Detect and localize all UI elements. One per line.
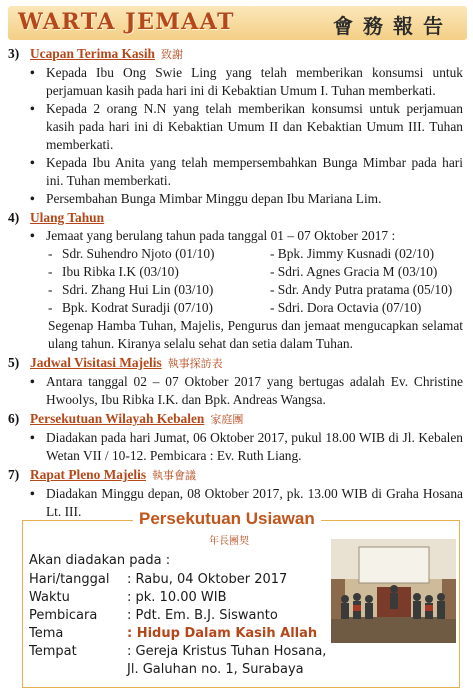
section-title: Rapat Pleno Majelis xyxy=(30,467,147,482)
birthday-name: Bpk. Kodrat Suradji (07/10) xyxy=(62,300,213,315)
section-number: 7) xyxy=(8,467,20,482)
list-item: • Jemaat yang berulang tahun pada tanggal 01 – 07 Oktober 2017 : xyxy=(28,227,463,245)
detail-value: Jl. Galuhan no. 1, Surabaya xyxy=(127,662,304,677)
section-thanks xyxy=(8,45,463,208)
detail-row xyxy=(29,661,337,679)
section-heading xyxy=(8,466,463,485)
birthday-row xyxy=(48,281,463,299)
section-heading xyxy=(8,45,463,64)
birthday-list xyxy=(8,245,463,317)
fellowship-photo-illustration xyxy=(331,539,456,643)
section-fellowship-kebalen xyxy=(8,410,463,465)
elderly-fellowship-title: Persekutuan Usiawan xyxy=(133,509,321,529)
dash: - xyxy=(48,282,53,297)
birthday-name: - Sdri. Dora Octavia (07/10) xyxy=(270,300,422,315)
list-item: • Diadakan Minggu depan, 08 Oktober 2017, pk. 13.00 WIB di Graha Hosana Lt. III. xyxy=(28,485,463,521)
dash: - xyxy=(48,264,53,279)
detail-row xyxy=(29,571,337,589)
detail-label: Tempat xyxy=(29,644,77,659)
announcements xyxy=(8,44,463,521)
bullet-list xyxy=(8,64,463,208)
detail-row xyxy=(29,589,337,607)
section-title-chinese: 致謝 xyxy=(161,48,184,61)
bulletin-title-chinese: 會務報告 xyxy=(333,14,453,38)
list-item: • Antara tanggal 02 – 07 Oktober 2017 yang bertugas adalah Ev. Christine Hwoolys, Ibu Ribka I.K. dan Bpk. Andreas Wangsa. xyxy=(28,373,463,409)
dash: - xyxy=(48,300,53,315)
birthday-name: Sdr. Suhendro Njoto (01/10) xyxy=(62,246,215,261)
detail-value: : pk. 10.00 WIB xyxy=(127,590,227,605)
birthday-name: - Sdri. Agnes Gracia M (03/10) xyxy=(270,264,438,279)
section-title: Ucapan Terima Kasih xyxy=(30,46,156,61)
list-item: • Diadakan pada hari Jumat, 06 Oktober 2017, pukul 18.00 WIB di Jl. Kebalen Wetan VII / 10-12. Pembicara : Ev. Ruth Liang. xyxy=(28,429,463,465)
section-title-chinese: 家庭團 xyxy=(210,413,244,426)
section-title: Jadwal Visitasi Majelis xyxy=(30,355,162,370)
birthday-name: - Sdr. Andy Putra pratama (05/10) xyxy=(270,282,453,297)
detail-label: Waktu xyxy=(29,590,70,605)
bulletin-title: WARTA JEMAAT xyxy=(18,9,235,35)
section-number: 3) xyxy=(8,46,20,61)
birthday-row xyxy=(48,263,463,281)
list-item: • Kepada Ibu Anita yang telah mempersembahkan Bunga Mimbar pada hari ini. Tuhan memberkati. xyxy=(28,154,463,190)
elderly-fellowship-box xyxy=(22,509,460,688)
section-visitation xyxy=(8,354,463,409)
birthday-name: - Bpk. Jimmy Kusnadi (02/10) xyxy=(270,246,435,261)
detail-row xyxy=(29,607,337,625)
detail-label: Tema xyxy=(29,626,64,641)
birthday-row xyxy=(48,245,463,263)
bullet-list xyxy=(8,227,463,245)
section-title-chinese: 執事會議 xyxy=(152,469,197,482)
section-title: Persekutuan Wilayah Kebalen xyxy=(30,411,205,426)
section-number: 6) xyxy=(8,411,20,426)
birthday-name: Sdri. Zhang Hui Lin (03/10) xyxy=(62,282,214,297)
elderly-fellowship-intro: Akan diadakan pada : xyxy=(29,553,171,568)
elderly-fellowship-details xyxy=(29,571,337,679)
bulletin-header xyxy=(8,6,467,40)
bullet-list xyxy=(8,429,463,465)
section-heading xyxy=(8,209,463,227)
list-item: • Kepada 2 orang N.N yang telah memberikan konsumsi untuk perjamuan kasih pada hari ini di Kebaktian Umum II dan Kebaktian Umum III. Tuhan memberkati. xyxy=(28,100,463,154)
fellowship-photo xyxy=(331,539,456,643)
birthday-row xyxy=(48,299,463,317)
detail-label: Pembicara xyxy=(29,608,98,623)
detail-value: : Gereja Kristus Tuhan Hosana, xyxy=(127,644,327,659)
section-title: Ulang Tahun xyxy=(30,210,105,225)
elderly-fellowship-title-chinese: 年長團契 xyxy=(209,536,249,547)
section-heading xyxy=(8,354,463,373)
section-number: 5) xyxy=(8,355,20,370)
section-heading xyxy=(8,410,463,429)
detail-value-theme: : Hidup Dalam Kasih Allah xyxy=(127,626,318,641)
section-title-chinese: 執事探訪表 xyxy=(167,357,223,370)
list-item: • Persembahan Bunga Mimbar Minggu depan Ibu Mariana Lim. xyxy=(28,190,463,208)
section-number: 4) xyxy=(8,210,20,225)
section-birthdays xyxy=(8,209,463,353)
bullet-list xyxy=(8,373,463,409)
birthday-blessing: Segenap Hamba Tuhan, Majelis, Pengurus dan jemaat mengucapkan selamat ulang tahun. Kiranya selalu sehat dan setia dalam Tuhan. xyxy=(48,318,463,351)
list-item: • Kepada Ibu Ong Swie Ling yang telah memberikan konsumsi untuk perjamuan kasih pada hari ini di Kebaktian Umum I. Tuhan memberkati. xyxy=(28,64,463,100)
detail-row xyxy=(29,625,337,643)
dash: - xyxy=(48,246,53,261)
detail-row xyxy=(29,643,337,661)
detail-value: : Pdt. Em. B.J. Siswanto xyxy=(127,608,278,623)
detail-label: Hari/tanggal xyxy=(29,572,110,587)
birthday-name: Ibu Ribka I.K (03/10) xyxy=(62,264,179,279)
detail-label xyxy=(29,661,127,679)
detail-value: : Rabu, 04 Oktober 2017 xyxy=(127,572,288,587)
